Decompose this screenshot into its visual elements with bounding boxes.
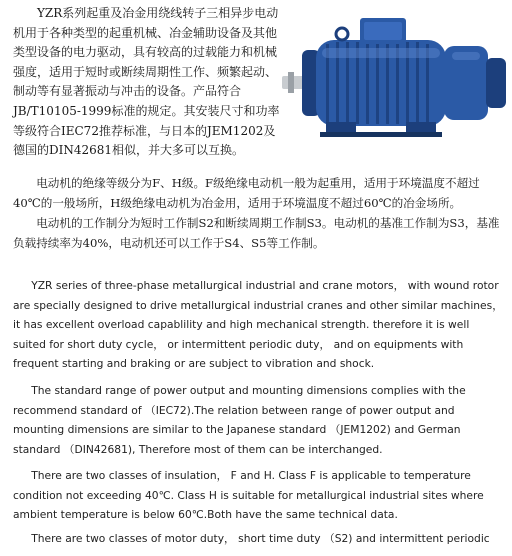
chinese-insulation-paragraph: 电动机的绝缘等级分为F、H级。F级绝缘电动机一般为起重用，适用于环境温度不超过40℃的一般场所，H级绝缘电动机为冶金用，适用于环境温度不超过60℃的冶金场所。 [13,176,480,210]
motor-photo [282,10,510,150]
english-duty-paragraph: There are two classes of motor duty， short time duty （S2) and intermittent periodic [31,532,490,545]
chinese-duty-paragraph: 电动机的工作制分为短时工作制S2和断续周期工作制S3。电动机的基准工作制为S3，基准负载持续率为40%，电动机还可以工作于S4、S5等工作制。 [13,216,500,250]
english-insulation-paragraph: There are two classes of insulation， F and H. Class F is applicable to temperature condition not exceeding 40℃. Class H is suitable for metallurgical industrial sites where ambient temperature is below 60℃.Both have the same technical data. [13,469,484,522]
english-standards-paragraph: The standard range of power output and mounting dimensions complies with the recommend standard of （IEC72).The relation between range of power output and mounting dimensions are similar to the Japanese standard （JEM1202) and German standard （DIN42681), Therefore most of them can be interchanged. [13,384,466,456]
chinese-intro-text: YZR系列起重及冶金用绕线转子三相异步电动机用于各种类型的起重机械、冶金辅助设备及其他类型设备的电力驱动，具有较高的过载能力和机械强度，适用于短时或断续周期性工作、频繁起动、制动等有显著振动与冲击的设备。产品符合JB/T10105-1999标准的规定。其安装尺寸和功率等级符合IEC72推荐标准，与日本的JEM1202及德国的DIN42681相似，并大多可以互换。 [13,6,280,158]
english-intro-paragraph: YZR series of three-phase metallurgical industrial and crane motors， with wound rotor are specially designed to drive metallurgical industrial cranes and other similar machines，it has excellent overload capablility and high mechanical strength. therefore it is well suited for short duty cycle， or intermittent periodic duty， and on equipments with frequent starting and braking or are subject to vibration and shock. [13,279,503,371]
chinese-intro-paragraph [13,4,281,161]
